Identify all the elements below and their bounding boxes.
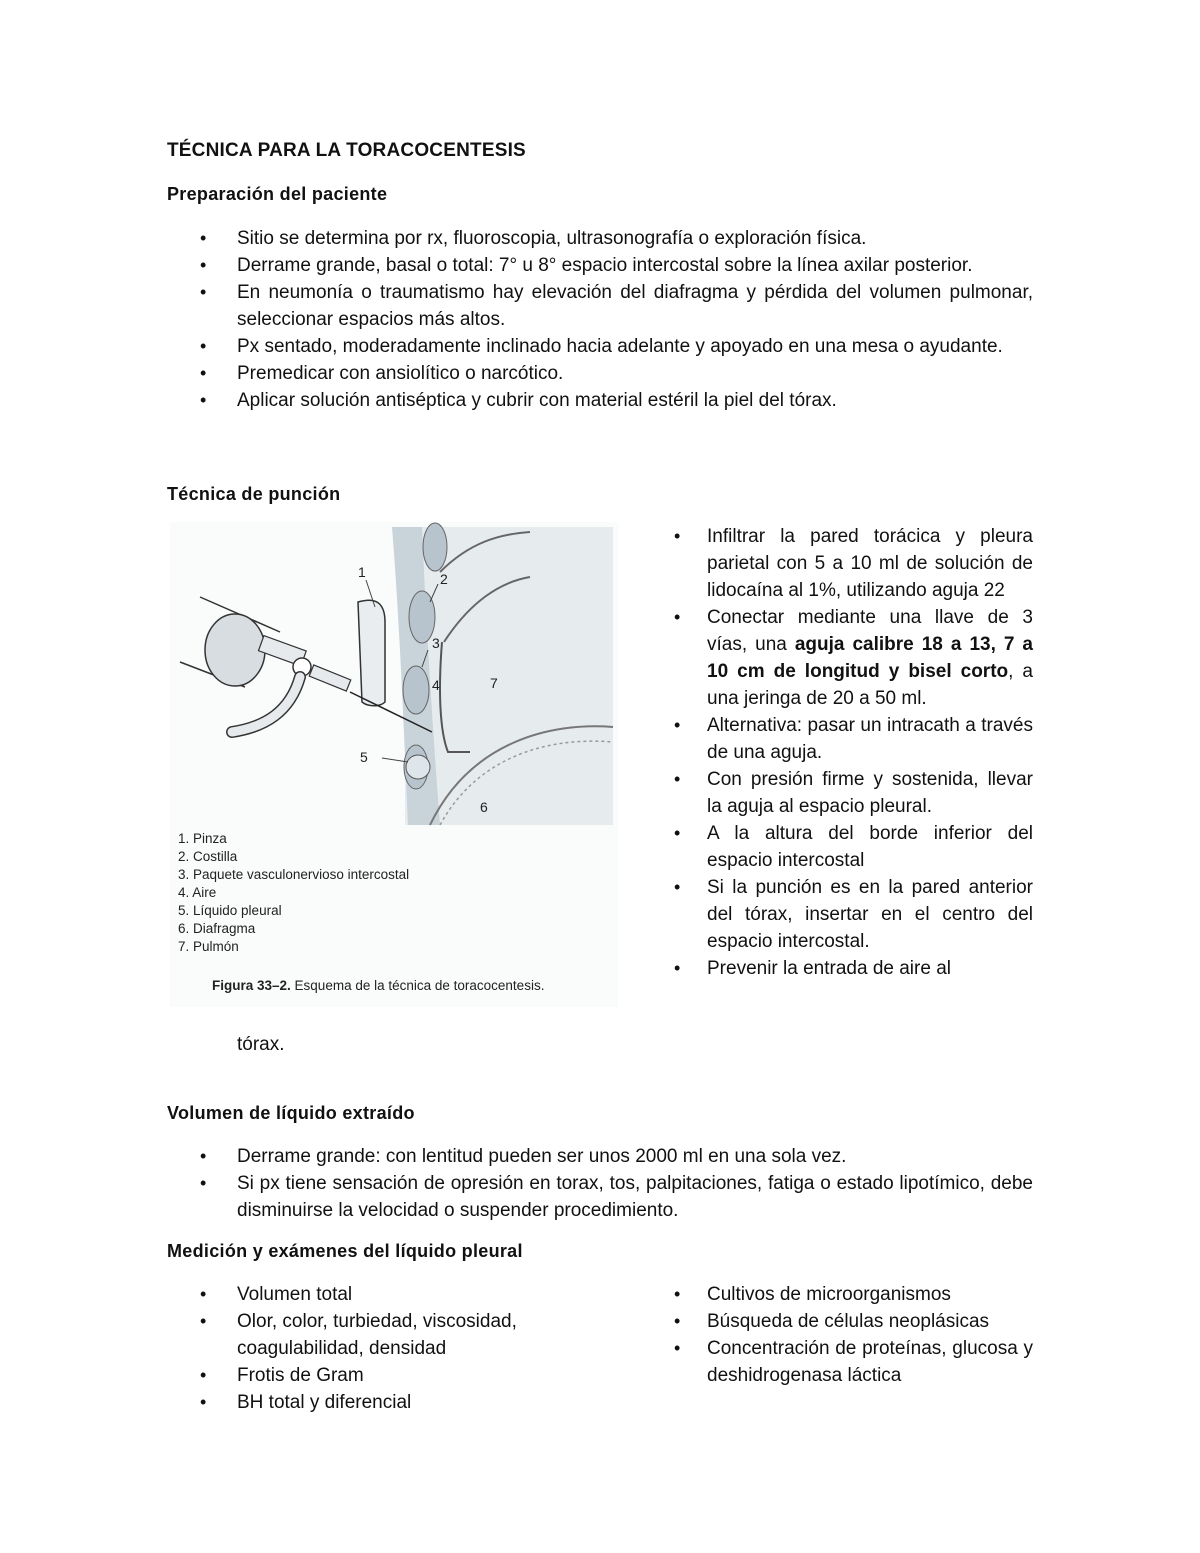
list-item: • Px sentado, moderadamente inclinado hacia adelante y apoyado en una mesa o ayudante. [167,333,1033,360]
list-item: • En neumonía o traumatismo hay elevación del diafragma y pérdida del volumen pulmonar, seleccionar espacios más altos. [167,279,1033,333]
legend-item: 4. Aire [178,885,217,900]
list-item: • Búsqueda de células neoplásicas [667,1308,1033,1335]
list-item: • Volumen total [167,1281,607,1308]
list-item: • Derrame grande: con lentitud pueden ser unos 2000 ml en una sola vez. [167,1143,1033,1170]
figure-number: 4 [432,677,440,693]
list-item: • A la altura del borde inferior del espacio intercostal [667,820,1033,874]
list-item: • Si la punción es en la pared anterior del tórax, insertar en el centro del espacio intercostal. [667,874,1033,955]
figure-number: 6 [480,799,488,815]
rib-shape [423,523,447,571]
list-medicion-left [167,1281,607,1416]
list-item: • Si px tiene sensación de opresión en torax, tos, palpitaciones, fatiga o estado lipotímico, debe disminuirse la velocidad o suspender procedimiento. [167,1170,1033,1224]
list-item-text: , a una jeringa de 20 a 50 ml. [707,661,1033,709]
list-item-bold: aguja calibre 18 a 13, 7 a 10 cm de longitud y bisel corto [707,634,1033,682]
list-item: • Olor, color, turbiedad, viscosidad, coagulabilidad, densidad [167,1308,607,1362]
list-item: • Con presión firme y sostenida, llevar la aguja al espacio pleural. [667,766,1033,820]
legend-item: 3. Paquete vasculonervioso intercostal [178,867,410,882]
list-item: • Prevenir la entrada de aire al [667,955,1033,982]
list-item: • Cultivos de microorganismos [667,1281,1033,1308]
list-item: • Aplicar solución antiséptica y cubrir con material estéril la piel del tórax. [167,387,1033,414]
list-medicion-right [667,1281,1033,1389]
list-item: • BH total y diferencial [167,1389,607,1416]
list-item: • Frotis de Gram [167,1362,607,1389]
list-item: • Sitio se determina por rx, fluoroscopia, ultrasonografía o exploración física. [167,225,1033,252]
list-item: • Derrame grande, basal o total: 7° u 8° espacio intercostal sobre la línea axilar posterior. [167,252,1033,279]
list-item: • Concentración de proteínas, glucosa y deshidrogenasa láctica [667,1335,1033,1389]
list-item-text: Conectar mediante una llave de 3 vías, una [707,607,1033,655]
figure-caption-label: Figura 33–2. [212,978,291,993]
legend-item: 1. Pinza [178,831,227,846]
continuation-text: tórax. [237,1034,285,1055]
document-title: TÉCNICA PARA LA TORACOCENTESIS [167,140,526,161]
figure-number: 1 [358,564,366,580]
heading-volumen: Volumen de líquido extraído [167,1103,415,1123]
list-item: • Alternativa: pasar un intracath a través de una aguja. [667,712,1033,766]
figure-number: 2 [440,571,448,587]
figure-number: 7 [490,675,498,691]
heading-medicion: Medición y exámenes del líquido pleural [167,1241,523,1261]
pleural-fluid [406,755,430,779]
legend-item: 5. Líquido pleural [178,903,282,918]
list-item: • Infiltrar la pared torácica y pleura parietal con 5 a 10 ml de solución de lidocaína al 1%, utilizando aguja 22 [667,523,1033,604]
figure-caption-text: Esquema de la técnica de toracocentesis. [290,978,545,993]
list-puncion [667,523,1033,982]
figure-caption [212,978,544,993]
list-volumen [167,1143,1033,1224]
legend-item: 2. Costilla [178,849,238,864]
figure-number: 5 [360,749,368,765]
list-item: • Premedicar con ansiolítico o narcótico. [167,360,1033,387]
figure-number: 3 [432,635,440,651]
legend-item: 7. Pulmón [178,939,239,954]
heading-preparacion: Preparación del paciente [167,184,388,204]
clamp-shape [358,600,385,706]
legend-item: 6. Diafragma [178,921,256,936]
list-preparacion [167,225,1033,414]
heading-puncion: Técnica de punción [167,484,341,504]
syringe-barrel [205,614,265,686]
figure-legend [178,830,409,956]
rib-shape [403,666,429,714]
list-item [667,604,1033,712]
